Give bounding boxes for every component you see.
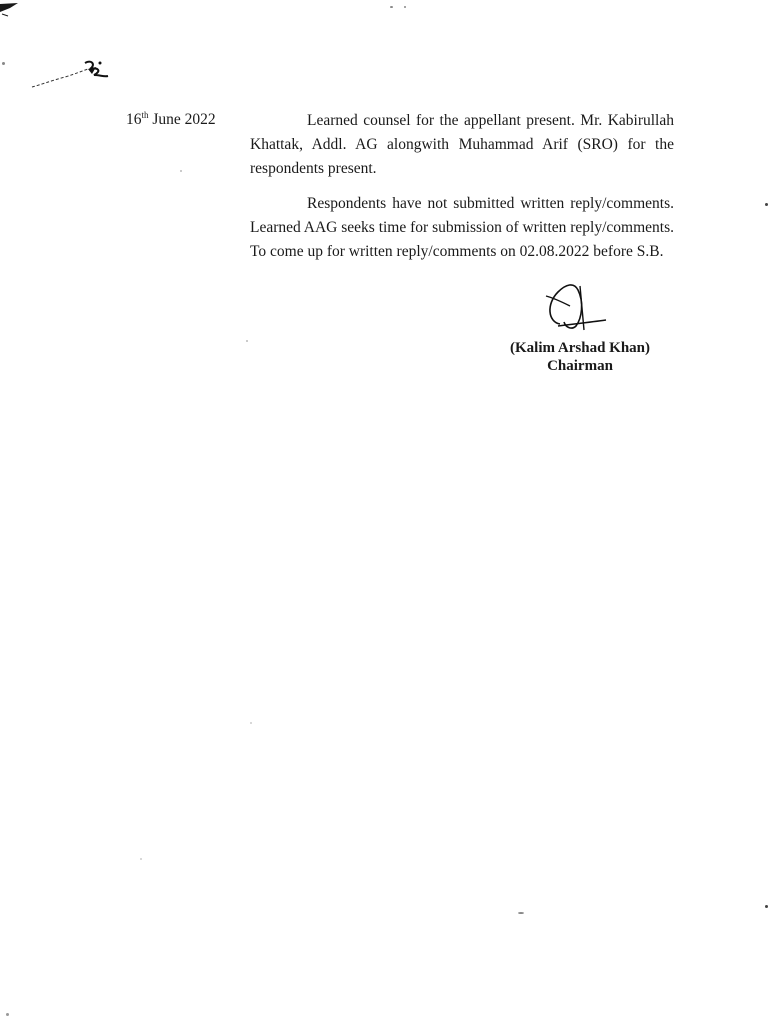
scan-speck <box>2 62 5 65</box>
handwritten-scribble <box>30 55 115 95</box>
corner-mark-graphic <box>0 0 40 25</box>
order-text <box>250 109 674 264</box>
signatory-title: Chairman <box>547 358 613 374</box>
scan-speck <box>390 6 393 8</box>
date-day: 16 <box>126 111 142 128</box>
scan-speck <box>518 912 524 914</box>
scan-speck <box>765 905 768 908</box>
scan-speck <box>250 722 252 724</box>
entry-date <box>126 110 216 130</box>
order-paragraph: Respondents have not submitted written reply/comments. Learned AAG seeks time for submission of written reply/comments. To come up for written reply/comments on 02.08.2022 before S.B. <box>250 195 675 260</box>
scan-speck <box>246 340 248 342</box>
signature-graphic <box>540 276 610 336</box>
scan-speck <box>6 1013 9 1016</box>
scan-speck <box>765 203 768 206</box>
scan-speck <box>140 858 142 860</box>
scan-speck <box>404 6 406 8</box>
signatory-name: (Kalim Arshad Khan) <box>509 340 651 356</box>
order-paragraph: Learned counsel for the appellant present. Mr. Kabirullah Khattak, Addl. AG alongwith Muhammad Arif (SRO) for the respondents present. <box>250 112 674 177</box>
date-suffix: th <box>141 109 149 120</box>
signatory-block <box>480 339 680 375</box>
date-rest: June 2022 <box>148 111 216 128</box>
scan-speck <box>180 170 182 172</box>
